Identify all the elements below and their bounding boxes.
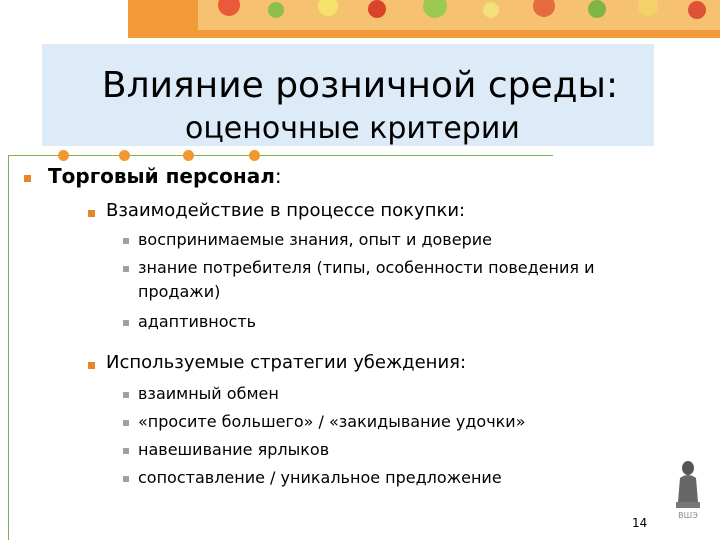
list-item: навешивание ярлыков <box>138 440 330 459</box>
divider-dot <box>119 150 130 161</box>
bullet-square-icon <box>88 362 95 369</box>
list-item: взаимный обмен <box>138 384 279 403</box>
left-divider-line <box>8 155 9 540</box>
divider-dot <box>58 150 69 161</box>
page-number: 14 <box>632 516 648 530</box>
bullet-square-icon <box>123 392 129 398</box>
logo-text: ВШЭ <box>678 511 698 520</box>
bullet-square-icon <box>123 448 129 454</box>
list-item: воспринимаемые знания, опыт и доверие <box>138 230 492 249</box>
university-logo-icon <box>668 456 708 520</box>
list-item: адаптивность <box>138 312 257 331</box>
bullet-square-icon <box>88 210 95 217</box>
bullet-level1: Торговый персонал: <box>48 164 282 188</box>
decorative-header-image <box>128 0 720 38</box>
bullet-square-icon <box>123 238 129 244</box>
bullet-square-icon <box>123 476 129 482</box>
bullet-square-icon <box>123 320 129 326</box>
slide-title: Влияние розничной среды: <box>101 65 619 106</box>
list-item: сопоставление / уникальное предложение <box>138 468 502 487</box>
group1-heading: Взаимодействие в процессе покупки: <box>106 200 466 221</box>
bullet-square-icon <box>123 420 129 426</box>
bullet-square-icon <box>24 175 31 182</box>
divider-dot <box>249 150 260 161</box>
divider-dot <box>183 150 194 161</box>
list-item-continuation: продажи) <box>138 282 221 301</box>
title-divider-line <box>8 155 553 156</box>
slide-subtitle: оценочные критерии <box>185 111 520 146</box>
bullet-square-icon <box>123 266 129 272</box>
list-item: «просите большего» / «закидывание удочки» <box>138 412 526 431</box>
group2-heading: Используемые стратегии убеждения: <box>106 352 467 373</box>
list-item: знание потребителя (типы, особенности поведения и <box>138 258 595 277</box>
